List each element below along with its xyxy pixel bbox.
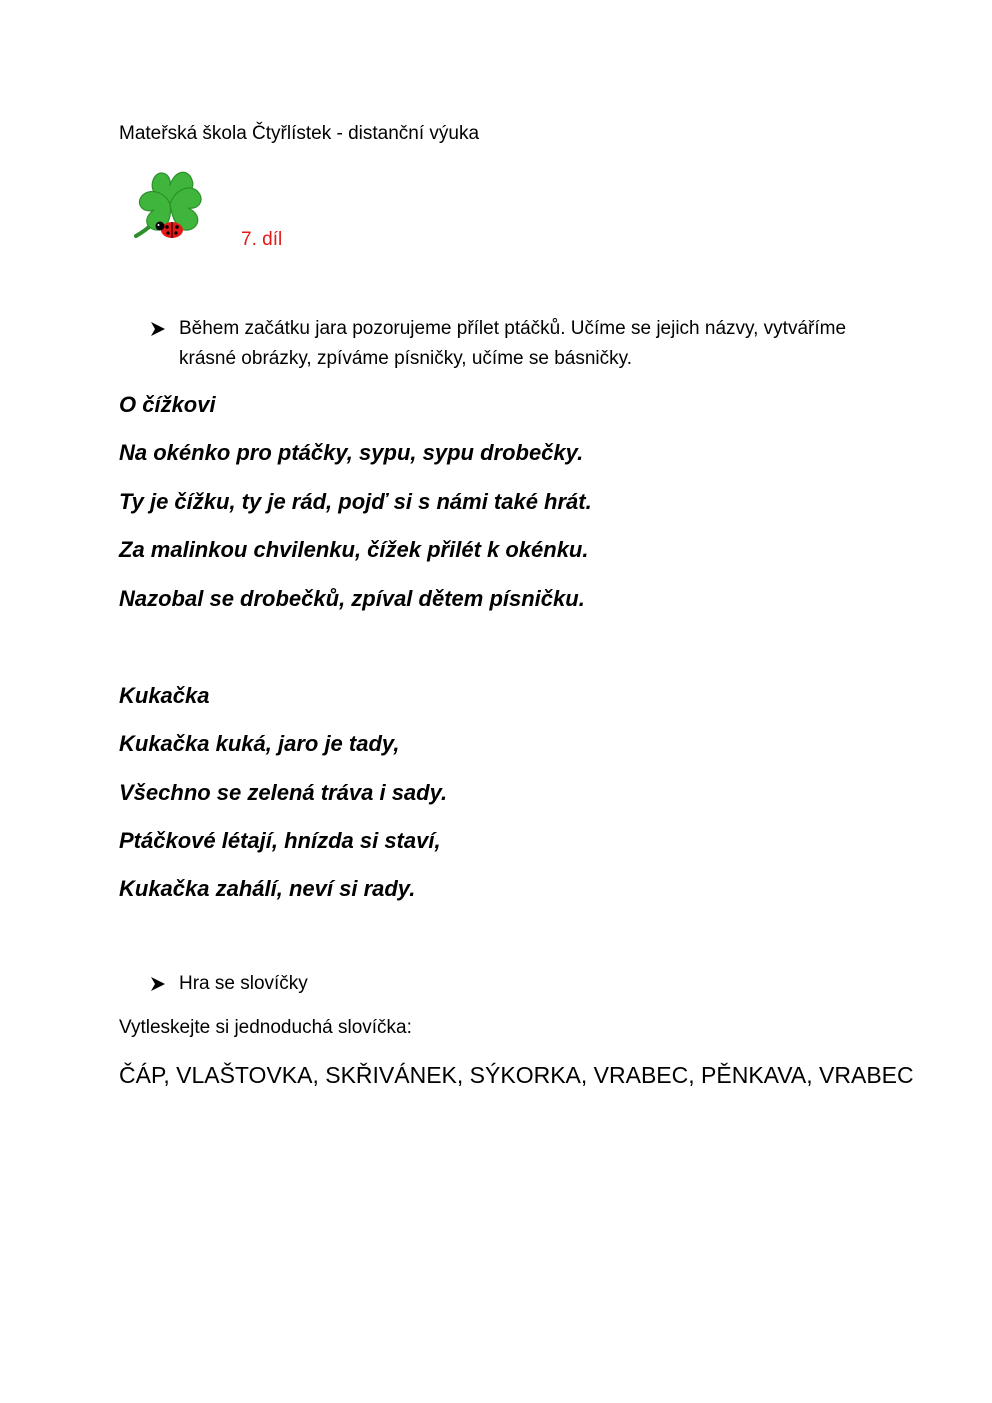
game-bullet [150,969,870,999]
part-number-label: 7. díl [241,229,283,250]
poem2-title: Kukačka [119,683,210,708]
intro-bullet [150,314,870,374]
poem1-line-2: Ty je čížku, ty je rád, pojď si s námi také hrát. [119,489,592,514]
arrow-bullet-icon [150,321,166,337]
poem1-line-4: Nazobal se drobečků, zpíval dětem písničku. [119,586,585,611]
game-title: Hra se slovíčky [179,973,308,994]
document-header: Mateřská škola Čtyřlístek - distanční výuka [119,123,480,144]
poem1-line-3: Za malinkou chvilenku, čížek přilét k okénku. [119,537,589,562]
poem2-line-3: Ptáčkové létají, hnízda si staví, [119,828,441,853]
poem1-title: O čížkovi [119,392,216,417]
poem2-line-2: Všechno se zelená tráva i sady. [119,780,448,805]
four-leaf-clover-logo [130,160,212,242]
ladybug-icon [156,222,184,239]
intro-text: Během začátku jara pozorujeme přílet ptáčků. Učíme se jejich názvy, vytváříme krásné obrázky, zpíváme písničky, učíme se básničky. [179,318,847,369]
poem1-line-1: Na okénko pro ptáčky, sypu, sypu drobečky. [119,440,584,465]
poem2-line-4: Kukačka zahálí, neví si rady. [119,876,416,901]
bird-words-list: ČÁP, VLAŠTOVKA, SKŘIVÁNEK, SÝKORKA, VRABEC, PĚNKAVA, VRABEC [119,1062,914,1088]
game-instruction: Vytleskejte si jednoduchá slovíčka: [119,1017,412,1038]
poem2-line-1: Kukačka kuká, jaro je tady, [119,731,400,756]
arrow-bullet-icon [150,976,166,992]
